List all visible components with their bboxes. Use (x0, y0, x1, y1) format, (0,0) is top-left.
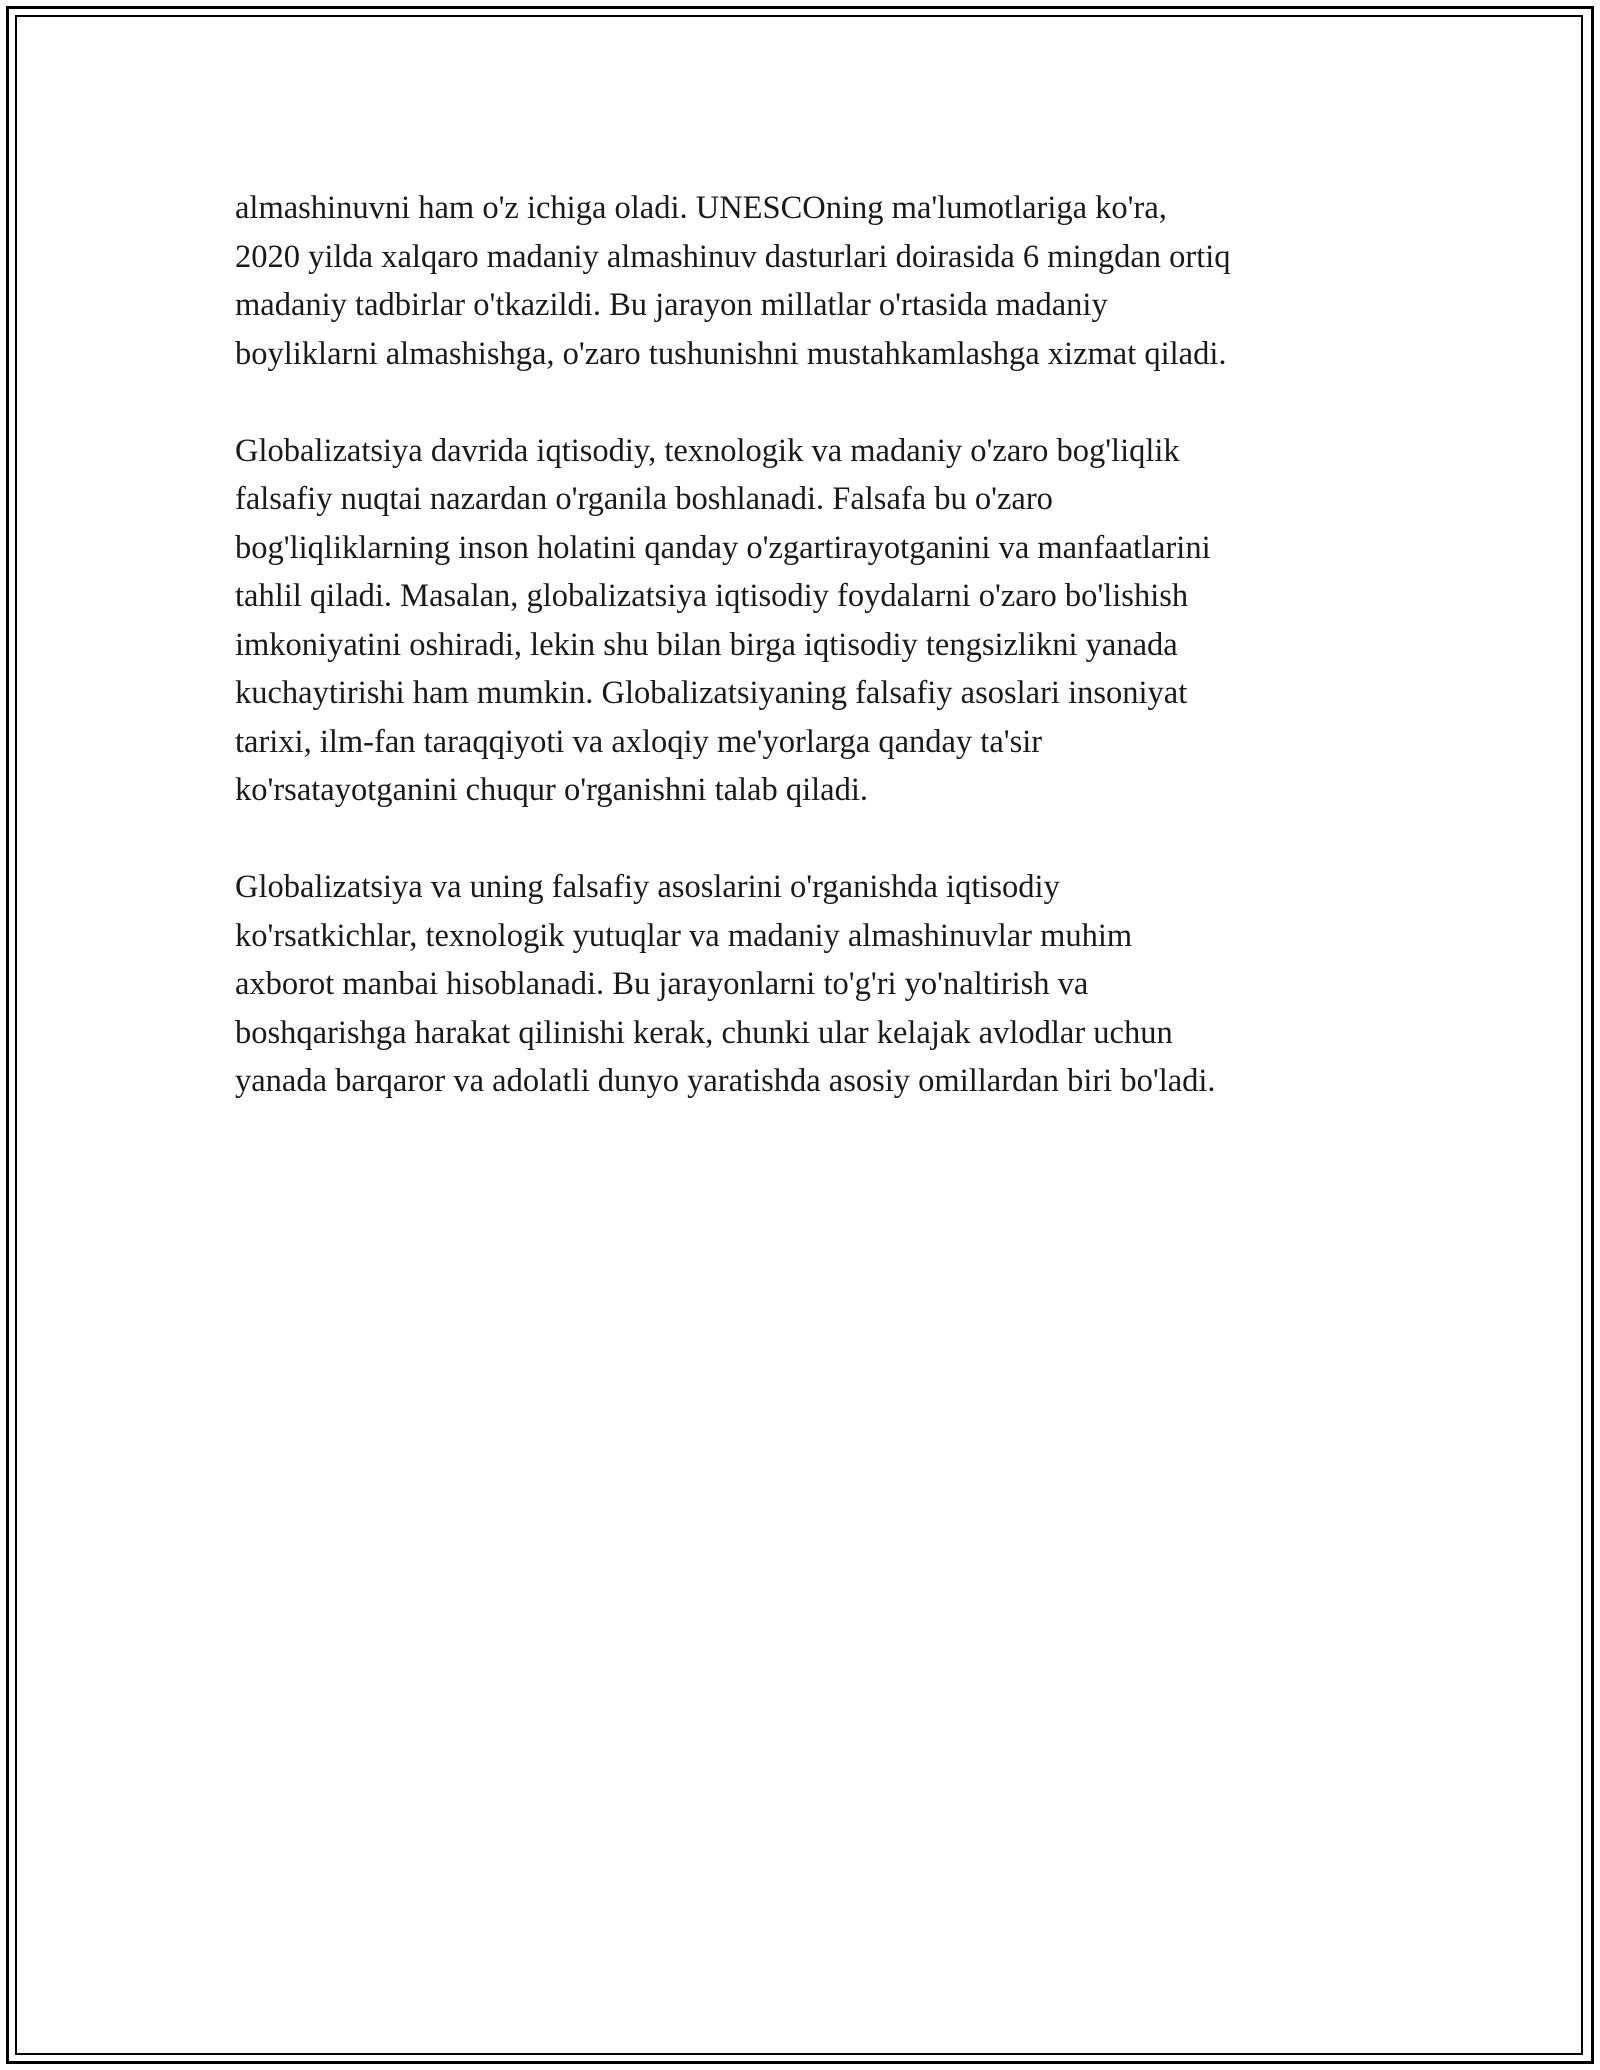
text-line: boshqarishga harakat qilinishi kerak, chunki ular kelajak avlodlar uchun (235, 1014, 1173, 1051)
text-line: imkoniyatini oshiradi, lekin shu bilan birga iqtisodiy tengsizlikni yanada (235, 626, 1178, 663)
text-line: tarixi, ilm-fan taraqqiyoti va axloqiy me'yorlarga qanday ta'sir (235, 723, 1043, 760)
text-line: ko'rsatayotganini chuqur o'rganishni talab qiladi. (235, 772, 868, 808)
text-line: tahlil qiladi. Masalan, globalizatsiya iqtisodiy foydalarni o'zaro bo'lishish (235, 578, 1189, 614)
document-body (235, 184, 1395, 1154)
text-line: bog'liqliklarning inson holatini qanday o'zgartirayotganini va manfaatlarini (235, 529, 1211, 566)
text-line: kuchaytirishi ham mumkin. Globalizatsiyaning falsafiy asoslari insoniyat (235, 675, 1188, 711)
text-line: Globalizatsiya davrida iqtisodiy, texnologik va madaniy o'zaro bog'liqlik (235, 432, 1180, 469)
text-line: 2020 yilda xalqaro madaniy almashinuv dasturlari doirasida 6 mingdan ortiq (235, 238, 1231, 275)
paragraph-2 (235, 427, 1395, 815)
text-line: falsafiy nuqtai nazardan o'rganila boshlanadi. Falsafa bu o'zaro (235, 481, 1053, 517)
paragraph-3 (235, 863, 1395, 1106)
text-line: Globalizatsiya va uning falsafiy asoslarini o'rganishda iqtisodiy (235, 869, 1060, 905)
paragraph-1 (235, 184, 1395, 378)
text-line: ko'rsatkichlar, texnologik yutuqlar va madaniy almashinuvlar muhim (235, 917, 1133, 954)
text-line: axborot manbai hisoblanadi. Bu jarayonlarni to'g'ri yo'naltirish va (235, 966, 1089, 1002)
text-line: madaniy tadbirlar o'tkazildi. Bu jarayon millatlar o'rtasida madaniy (235, 287, 1108, 323)
text-line: yanada barqaror va adolatli dunyo yaratishda asosiy omillardan biri bo'ladi. (235, 1063, 1216, 1099)
text-line: almashinuvni ham o'z ichiga oladi. UNESCOning ma'lumotlariga ko'ra, (235, 190, 1167, 226)
text-line: boyliklarni almashishga, o'zaro tushunishni mustahkamlashga xizmat qiladi. (235, 335, 1227, 372)
